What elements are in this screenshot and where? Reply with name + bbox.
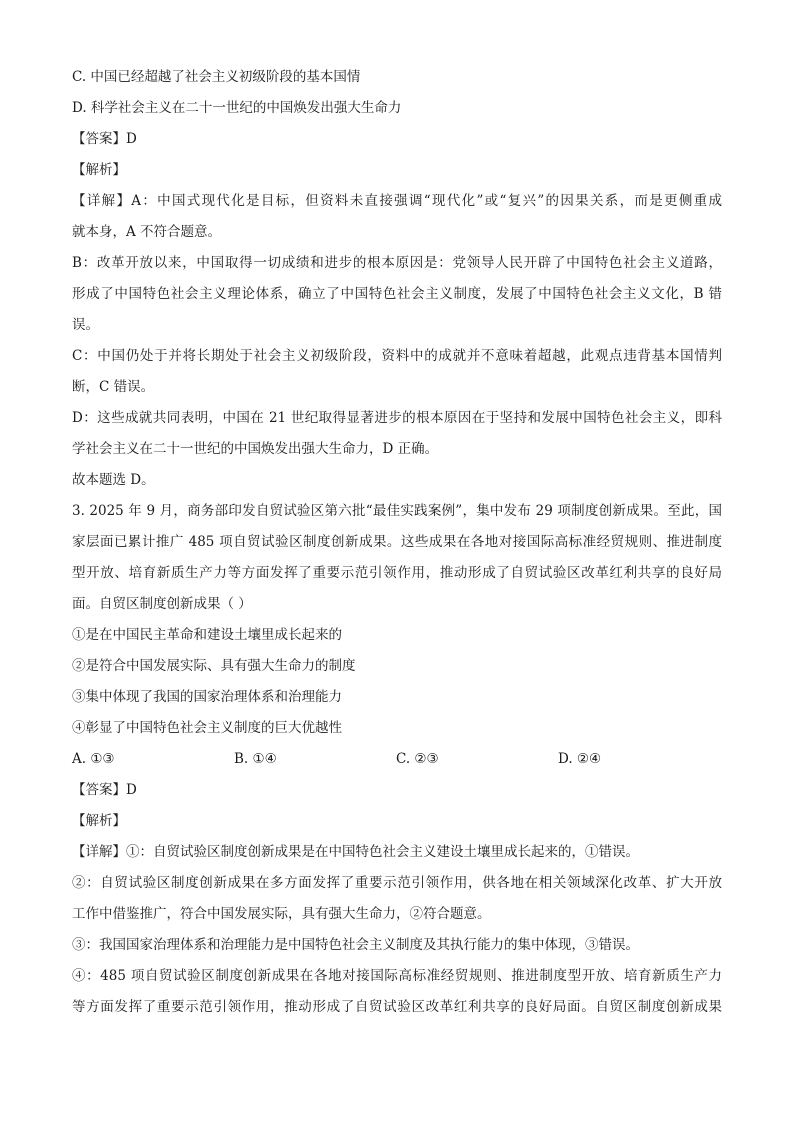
detail-b-line: B：改革开放以来，中国取得一切成绩和进步的根本原因是：党领导人民开辟了中国特色社会主义道路， — [72, 255, 722, 271]
question-3-stem: 面。自贸区制度创新成果（ ） — [72, 596, 252, 612]
answer-label: 【答案】D — [72, 131, 137, 147]
detail-a-line: 【详解】A：中国式现代化是目标，但资料未直接强调“现代化”或“复兴”的因果关系，而是更侧重成 — [72, 193, 722, 209]
analysis-label: 【解析】 — [72, 813, 126, 829]
option-c: C. ②③ — [396, 751, 439, 767]
detail-1-line: 【详解】①：自贸试验区制度创新成果是在中国特色社会主义建设土壤里成长起来的，①错误。 — [72, 844, 639, 860]
detail-c-line: C：中国仍处于并将长期处于社会主义初级阶段，资料中的成就并不意味着超越，此观点违背基本国情判 — [72, 348, 722, 364]
answer-options — [72, 744, 722, 775]
detail-d-line: 学社会主义在二十一世纪的中国焕发出强大生命力，D 正确。 — [72, 441, 439, 457]
answer-label: 【答案】D — [72, 782, 137, 798]
statement-item-3: ③集中体现了我国的国家治理体系和治理能力 — [72, 689, 342, 705]
analysis-label: 【解析】 — [72, 162, 126, 178]
option-d-text: D. 科学社会主义在二十一世纪的中国焕发出强大生命力 — [72, 100, 402, 116]
question-3-stem: 3. 2025 年 9 月，商务部印发自贸试验区第六批“最佳实践案例”，集中发布 29 项制度创新成果。至此，国 — [72, 503, 722, 519]
detail-b-line: 误。 — [72, 317, 99, 333]
detail-4-line: 等方面发挥了重要示范引领作用，推动形成了自贸试验区改革红利共享的良好局面。自贸区制度创新成果 — [72, 999, 722, 1015]
detail-b-line: 形成了中国特色社会主义理论体系，确立了中国特色社会主义制度，发展了中国特色社会主义文化，B 错 — [72, 286, 722, 302]
option-a: A. ①③ — [72, 751, 115, 767]
statement-item-2: ②是符合中国发展实际、具有强大生命力的制度 — [72, 658, 356, 674]
statement-item-4: ④彰显了中国特色社会主义制度的巨大优越性 — [72, 720, 342, 736]
question-3-stem: 型开放、培育新质生产力等方面发挥了重要示范引领作用，推动形成了自贸试验区改革红利共享的良好局 — [72, 565, 722, 581]
detail-c-line: 断，C 错误。 — [72, 379, 155, 395]
conclusion-text: 故本题选 D。 — [72, 472, 155, 488]
detail-a-line: 就本身，A 不符合题意。 — [72, 224, 222, 240]
question-3-stem: 家层面已累计推广 485 项自贸试验区制度创新成果。这些成果在各地对接国际高标准经贸规则、推进制度 — [72, 534, 722, 550]
option-b: B. ①④ — [234, 751, 277, 767]
option-c-text: C. 中国已经超越了社会主义初级阶段的基本国情 — [72, 69, 361, 85]
detail-d-line: D：这些成就共同表明，中国在 21 世纪取得显著进步的根本原因在于坚持和发展中国特色社会主义，即科 — [72, 410, 722, 426]
detail-3-line: ③：我国国家治理体系和治理能力是中国特色社会主义制度及其执行能力的集中体现，③错误。 — [72, 937, 639, 953]
document-page — [72, 62, 722, 1023]
detail-2-line: 工作中借鉴推广，符合中国发展实际，具有强大生命力，②符合题意。 — [72, 906, 491, 922]
detail-2-line: ②：自贸试验区制度创新成果在多方面发挥了重要示范引领作用，供各地在相关领域深化改革、扩大开放 — [72, 875, 722, 891]
option-d: D. ②④ — [558, 751, 602, 767]
statement-item-1: ①是在中国民主革命和建设土壤里成长起来的 — [72, 627, 342, 643]
detail-4-line: ④：485 项自贸试验区制度创新成果在各地对接国际高标准经贸规则、推进制度型开放、培育新质生产力 — [72, 968, 722, 984]
